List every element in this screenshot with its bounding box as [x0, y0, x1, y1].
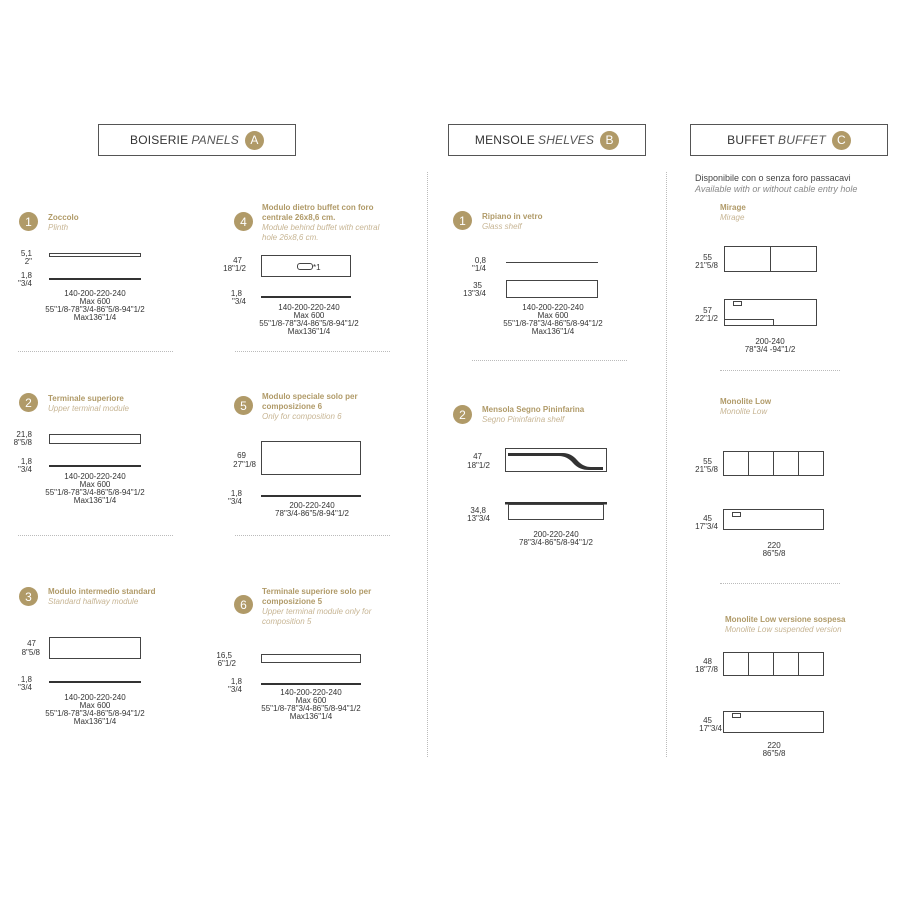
buffet-low-front [723, 451, 824, 476]
header-buffet-badge: C [832, 131, 851, 150]
shelf-1-dim-h2: 35 [473, 281, 482, 290]
panel-1-profile-line [49, 278, 141, 280]
buffet-sospesa-dim-h2b: 17"3/4 [699, 724, 722, 733]
buffet-mirage-dim-h1: 55 [703, 253, 712, 262]
buffet-sospesa-door-split-1 [748, 653, 749, 675]
panel-6-profile-line [261, 683, 361, 685]
panel-6-dim-h2: 1,8 [230, 677, 242, 686]
panel-2-dim-h1: 21,8 [16, 430, 32, 439]
panel-1-dim-h2: 1,8 [20, 271, 32, 280]
panel-6-width-4: Max136"1/4 [289, 712, 333, 721]
header-buffet [690, 124, 888, 156]
panel-6-title-2: composizione 5 [262, 597, 323, 606]
panel-4-separator [235, 351, 390, 352]
shelf-1-width-3: 55"1/8-78"3/4-86"5/8-94"1/2 [503, 319, 603, 328]
shelf-1-width-4: Max136"1/4 [531, 327, 575, 336]
panel-4-number: 4 [234, 212, 253, 231]
buffet-note-english: Available with or without cable entry hole [695, 184, 858, 194]
panel-6-subtitle-1: Upper terminal module only for [262, 607, 372, 616]
header-buffet-title: BUFFET [727, 133, 775, 147]
buffet-mirage-side [724, 299, 817, 326]
buffet-mirage-dim-h1b: 21"5/8 [695, 261, 718, 270]
panel-2-width-3: 55"1/8-78"3/4-86"5/8-94"1/2 [45, 488, 145, 497]
panel-4-cable-hole [297, 263, 313, 270]
panel-1-number: 1 [19, 212, 38, 231]
buffet-low-dim-h1b: 21"5/8 [695, 465, 718, 474]
shelf-1-dim-h2b: 13"3/4 [463, 289, 486, 298]
panel-5-title-2: composizione 6 [262, 402, 323, 411]
panel-3-title: Modulo intermedio standard [48, 587, 156, 596]
shelf-1-title: Ripiano in vetro [482, 212, 543, 221]
header-boiserie-badge: A [245, 131, 264, 150]
panel-2-title: Terminale superiore [48, 394, 124, 403]
panel-5-shape [261, 441, 361, 475]
panel-4-subtitle-2: hole 26x8,6 cm. [262, 233, 319, 242]
panel-4-width-4: Max136"1/4 [287, 327, 331, 336]
header-boiserie-title: BOISERIE [130, 133, 189, 147]
shelf-2-number: 2 [453, 405, 472, 424]
panel-3-width-3: 55"1/8-78"3/4-86"5/8-94"1/2 [45, 709, 145, 718]
panel-3-width-4: Max136"1/4 [73, 717, 117, 726]
panel-5-width-3: 78"3/4-86"5/8-94"1/2 [275, 509, 349, 518]
panel-6-dim-h2b: "3/4 [228, 685, 242, 694]
buffet-mirage-cable-hole [733, 301, 742, 306]
header-mensole-title: MENSOLE [474, 133, 535, 147]
buffet-sospesa-side [723, 711, 824, 733]
panel-6-width-2: Max 600 [295, 696, 327, 705]
buffet-low-width-1: 220 [767, 541, 781, 550]
panel-6-width-3: 55"1/8-78"3/4-86"5/8-94"1/2 [261, 704, 361, 713]
buffet-mirage-inner-tick [773, 319, 774, 325]
panel-4-dim-h2: 1,8 [230, 289, 242, 298]
buffet-mirage-subtitle: Mirage [720, 213, 745, 222]
shelf-1-width-2: Max 600 [537, 311, 569, 320]
buffet-mirage-width-1: 200-240 [755, 337, 785, 346]
panel-4-dim-h1: 47 [233, 256, 242, 265]
panel-3-dim-h1: 47 [27, 639, 36, 648]
panel-5-dim-h1: 69 [237, 451, 246, 460]
panel-3-number: 3 [19, 587, 38, 606]
panel-1-width-3: 55"1/8-78"3/4-86"5/8-94"1/2 [45, 305, 145, 314]
buffet-low-door-split-2 [773, 452, 774, 475]
buffet-sospesa-width-1: 220 [767, 741, 781, 750]
panel-3-shape [49, 637, 141, 659]
column-divider-1 [427, 172, 428, 757]
buffet-mirage-front [724, 246, 817, 272]
panel-4-width-3: 55"1/8-78"3/4-86"5/8-94"1/2 [259, 319, 359, 328]
buffet-sospesa-dim-h1b: 18"7/8 [695, 665, 718, 674]
shelf-1-glass-line [506, 262, 598, 263]
panel-5-dim-h1b: 27"1/8 [233, 460, 256, 469]
panel-2-shape [49, 434, 141, 444]
panel-6-width-1: 140-200-220-240 [280, 688, 342, 697]
panel-5-number: 5 [234, 396, 253, 415]
panel-1-plinth-shape [49, 253, 141, 257]
panel-3-profile-line [49, 681, 141, 683]
shelf-2-dim-h1: 47 [473, 452, 482, 461]
panel-5-width-1: 200-220-240 [289, 501, 335, 510]
panel-3-subtitle: Standard halfway module [48, 597, 139, 606]
panel-1-dim-h1: 5,1 [20, 249, 32, 258]
shelf-2-profile-shape [505, 502, 607, 520]
header-mensole [448, 124, 646, 156]
panel-4-dim-h2b: "3/4 [232, 297, 246, 306]
buffet-low-cable-hole [732, 512, 741, 517]
panel-2-dim-h2b: "3/4 [18, 465, 32, 474]
panel-3-width-1: 140-200-220-240 [64, 693, 126, 702]
buffet-mirage-inner-line [725, 319, 773, 320]
shelf-1-width-1: 140-200-220-240 [522, 303, 584, 312]
buffet-low-dim-h2: 45 [703, 514, 712, 523]
panel-2-subtitle: Upper terminal module [48, 404, 129, 413]
panel-2-profile-line [49, 465, 141, 467]
header-mensole-en: SHELVES [537, 133, 595, 147]
panel-1-width-1: 140-200-220-240 [64, 289, 126, 298]
shelf-2-dim-h2: 34,8 [470, 506, 486, 515]
panel-3-dim-h1b: 8"5/8 [21, 648, 40, 657]
buffet-sospesa-width-2: 86"5/8 [762, 749, 786, 758]
shelf-1-shape [506, 280, 598, 298]
buffet-mirage-dim-h2: 57 [703, 306, 712, 315]
shelf-2-width-3: 78"3/4-86"5/8-94"1/2 [519, 538, 593, 547]
shelf-1-separator [472, 360, 627, 361]
buffet-sospesa-door-split-2 [773, 653, 774, 675]
buffet-low-title: Monolite Low [720, 397, 772, 406]
panel-1-separator [18, 351, 173, 352]
panel-2-number: 2 [19, 393, 38, 412]
panel-4-profile-line [261, 296, 351, 298]
buffet-low-door-split-3 [798, 452, 799, 475]
panel-4-title-2: centrale 26x8,6 cm. [262, 213, 336, 222]
header-boiserie [98, 124, 296, 156]
buffet-sospesa-subtitle: Monolite Low suspended version [725, 625, 842, 634]
buffet-mirage-title: Mirage [720, 203, 746, 212]
panel-2-dim-h1b: 8"5/8 [13, 438, 32, 447]
shelf-2-subtitle: Segno Pininfarina shelf [482, 415, 565, 424]
buffet-low-separator [720, 583, 840, 584]
buffet-sospesa-dim-h2: 45 [703, 716, 712, 725]
panel-3-width-2: Max 600 [79, 701, 111, 710]
panel-5-dim-h2: 1,8 [230, 489, 242, 498]
buffet-mirage-width-2: 78"3/4 -94"1/2 [744, 345, 796, 354]
panel-4-dim-h1b: 18"1/2 [223, 264, 246, 273]
panel-6-shape [261, 654, 361, 663]
header-boiserie-en: PANELS [191, 133, 239, 147]
panel-1-dim-h1b: 2" [24, 257, 32, 266]
panel-6-title-1: Terminale superiore solo per [262, 587, 372, 596]
panel-6-dim-h1b: 6"1/2 [217, 659, 236, 668]
panel-6-dim-h1: 16,5 [216, 651, 232, 660]
buffet-sospesa-door-split-3 [798, 653, 799, 675]
buffet-low-side [723, 509, 824, 530]
panel-3-dim-h2b: "3/4 [18, 683, 32, 692]
panel-6-subtitle-2: composition 5 [262, 617, 312, 626]
panel-2-width-4: Max136"1/4 [73, 496, 117, 505]
panel-4-title-1: Modulo dietro buffet con foro [262, 203, 374, 212]
shelf-2-segno-shape [505, 448, 607, 472]
panel-3-dim-h2: 1,8 [20, 675, 32, 684]
panel-1-dim-h2b: "3/4 [18, 279, 32, 288]
panel-4-width-1: 140-200-220-240 [278, 303, 340, 312]
shelf-1-dim-h1b: "1/4 [472, 264, 486, 273]
buffet-mirage-door-split [770, 247, 771, 271]
panel-2-width-2: Max 600 [79, 480, 111, 489]
buffet-low-width-2: 86"5/8 [762, 549, 786, 558]
panel-2-width-1: 140-200-220-240 [64, 472, 126, 481]
shelf-1-number: 1 [453, 211, 472, 230]
panel-4-subtitle-1: Module behind buffet with central [262, 223, 380, 232]
panel-2-separator [18, 535, 173, 536]
panel-5-profile-line [261, 495, 361, 497]
panel-6-number: 6 [234, 595, 253, 614]
shelf-1-dim-h1: 0,8 [474, 256, 486, 265]
buffet-note-italian: Disponibile con o senza foro passacavi [695, 173, 851, 183]
buffet-low-door-split-1 [748, 452, 749, 475]
buffet-low-dim-h1: 55 [703, 457, 712, 466]
panel-2-dim-h2: 1,8 [20, 457, 32, 466]
panel-1-title: Zoccolo [48, 213, 79, 222]
panel-5-subtitle-1: Only for composition 6 [262, 412, 342, 421]
buffet-sospesa-title: Monolite Low versione sospesa [725, 615, 846, 624]
panel-1-width-4: Max136"1/4 [73, 313, 117, 322]
buffet-sospesa-front [723, 652, 824, 676]
shelf-1-subtitle: Glass shelf [482, 222, 522, 231]
panel-5-separator [235, 535, 390, 536]
panel-1-subtitle: Plinth [48, 223, 69, 232]
buffet-mirage-separator [720, 370, 840, 371]
buffet-sospesa-dim-h1: 48 [703, 657, 712, 666]
panel-5-dim-h2b: "3/4 [228, 497, 242, 506]
panel-1-width-2: Max 600 [79, 297, 111, 306]
shelf-2-dim-h1b: 18"1/2 [467, 461, 490, 470]
panel-4-hole-note: *1 [313, 263, 321, 272]
column-divider-2 [666, 172, 667, 757]
shelf-2-title: Mensola Segno Pininfarina [482, 405, 585, 414]
buffet-mirage-dim-h2b: 22"1/2 [695, 314, 718, 323]
panel-5-title-1: Modulo speciale solo per [262, 392, 358, 401]
header-buffet-en: BUFFET [778, 133, 826, 147]
buffet-sospesa-cable-hole [732, 713, 741, 718]
buffet-low-dim-h2b: 17"3/4 [695, 522, 718, 531]
buffet-low-subtitle: Monolite Low [720, 407, 768, 416]
shelf-2-width-1: 200-220-240 [533, 530, 579, 539]
panel-4-width-2: Max 600 [293, 311, 325, 320]
shelf-2-dim-h2b: 13"3/4 [467, 514, 490, 523]
header-mensole-badge: B [600, 131, 619, 150]
